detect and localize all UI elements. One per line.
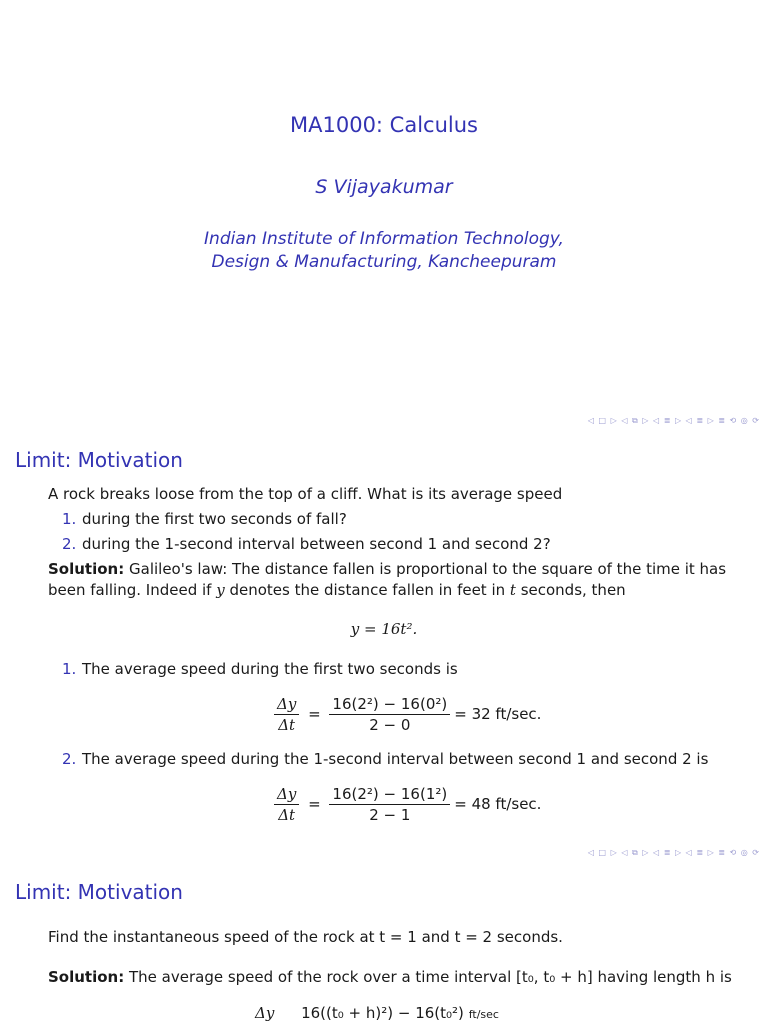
answer-item [62, 749, 708, 770]
fraction-rhs [329, 694, 450, 735]
solution-text: been falling. Indeed if [48, 581, 217, 599]
course-title: MA1000: Calculus [290, 113, 478, 137]
author-name: S Vijayakumar [315, 176, 453, 198]
numerator: Δy [274, 784, 299, 805]
answer-item [62, 659, 458, 680]
equation-lhs: Δy [255, 1004, 275, 1022]
list-item [62, 534, 551, 555]
equation-rhs: 16((t₀ + h)²) − 16(t₀²) [301, 1004, 464, 1022]
beamer-navigation-bar[interactable]: ◁ □ ▷ ◁ ⧉ ▷ ◁ ≣ ▷ ◁ ≣ ▷ ≣ ⟲ ◎ ⟳ [587, 848, 760, 857]
intro-text: A rock breaks loose from the top of a cliff. What is its average speed [48, 485, 563, 503]
frame-title: Limit: Motivation [15, 880, 183, 904]
solution-paragraph [48, 559, 726, 580]
denominator: 2 − 0 [369, 716, 411, 734]
list-text: during the first two seconds of fall? [82, 510, 347, 528]
numerator: 16(2²) − 16(1²) [329, 784, 450, 805]
numerator: 16(2²) − 16(0²) [329, 694, 450, 715]
list-number: 1. [62, 510, 77, 528]
list-number: 2. [62, 535, 77, 553]
institute-line1: Indian Institute of Information Technology, [204, 229, 564, 249]
frame-title: Limit: Motivation [15, 448, 183, 472]
fraction-rhs [329, 784, 450, 825]
institute [0, 228, 768, 274]
solution-text: seconds, then [515, 581, 626, 599]
solution-paragraph [48, 967, 732, 988]
solution-text: The average speed of the rock over a time interval [t₀, t₀ + h] having length h is [124, 968, 732, 986]
equation-result: = 48 ft/sec. [454, 795, 542, 813]
equation-unit: ft/sec [468, 1008, 499, 1021]
list-text: The average speed during the first two seconds is [82, 660, 458, 678]
list-text: The average speed during the 1-second interval between second 1 and second 2 is [82, 750, 709, 768]
equation-average-speed-2: $\frac{\Delta y}{\Delta t}$ = $\frac{\text{16(2²) − 16(1²)}}{2 - 1}$ = 48 ft/sec. [270, 784, 541, 825]
solution-text: Galileo's law: The distance fallen is proportional to the square of the time it has [124, 560, 727, 578]
math-var: t [509, 581, 516, 599]
title-slide [0, 0, 768, 432]
fraction-lhs [274, 694, 299, 735]
numerator: Δy [274, 694, 299, 715]
equation-main: y = 16t². [350, 620, 418, 638]
motivation-slide-2 [0, 864, 768, 1024]
list-number: 1. [62, 660, 77, 678]
solution-text: denotes the distance fallen in feet in [224, 581, 510, 599]
question-text: Find the instantaneous speed of the rock at t = 1 and t = 2 seconds. [48, 928, 563, 946]
equation-partial [255, 1004, 499, 1022]
list-number: 2. [62, 750, 77, 768]
list-text: during the 1-second interval between second 1 and second 2? [82, 535, 551, 553]
equation-result: = 32 ft/sec. [454, 705, 542, 723]
beamer-navigation-bar[interactable]: ◁ □ ▷ ◁ ⧉ ▷ ◁ ≣ ▷ ◁ ≣ ▷ ≣ ⟲ ◎ ⟳ [587, 416, 760, 425]
denominator: Δt [278, 806, 296, 824]
institute-line2: Design & Manufacturing, Kancheepuram [211, 252, 557, 272]
equation-average-speed-1: $\frac{\Delta y}{\Delta t}$ = $\frac{\text{16(2²) − 16(0²)}}{2 - 0}$ = 32 ft/sec. [270, 694, 541, 735]
solution-paragraph-line2 [48, 580, 626, 601]
math-var: y [216, 581, 225, 599]
fraction-lhs [274, 784, 299, 825]
denominator: 2 − 1 [369, 806, 411, 824]
motivation-slide-1 [0, 432, 768, 864]
list-item [62, 509, 347, 530]
denominator: Δt [278, 716, 296, 734]
solution-label: Solution: [48, 560, 125, 578]
solution-label: Solution: [48, 968, 125, 986]
